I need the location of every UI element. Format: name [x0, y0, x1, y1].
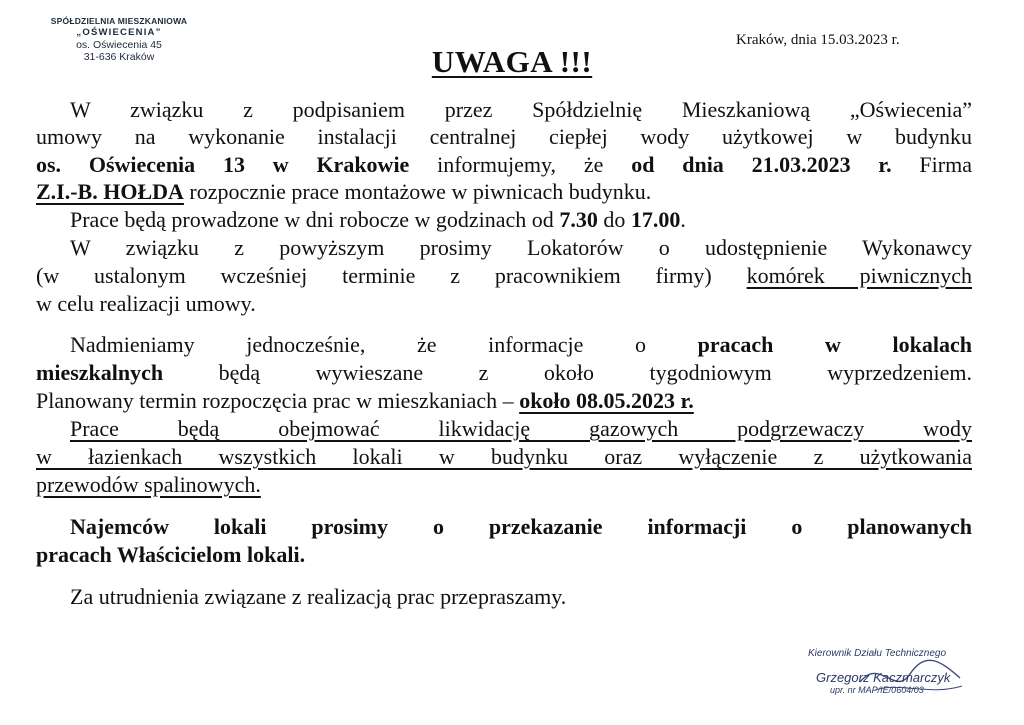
body-line-5: Prace będą prowadzone w dni robocze w godzinach od 7.30 do 17.00.: [70, 207, 686, 232]
signature-role: Kierownik Działu Technicznego: [808, 648, 947, 659]
body-line-12: Prace będą obejmować likwidację gazowych podgrzewaczy wody: [70, 416, 972, 441]
work-start-time: 7.30: [559, 207, 598, 232]
body-line-16: pracach Właścicielom lokali.: [36, 542, 306, 567]
body-line-10: mieszkalnych będą wywieszane z około tygodniowym wyprzedzeniem.: [36, 360, 972, 385]
apartment-work-date: około 08.05.2023 r.: [519, 388, 694, 413]
body-line-3: os. Oświecenia 13 w Krakowie informujemy, że od dnia 21.03.2023 r. Firma: [36, 152, 972, 177]
page-title: UWAGA !!!: [431, 44, 593, 79]
stamp-street: os. Oświecenia 45: [76, 39, 162, 51]
body-line-11: Planowany termin rozpoczęcia prac w mieszkaniach – około 08.05.2023 r.: [36, 388, 694, 413]
signature-stamp: [808, 648, 968, 696]
start-date: od dnia 21.03.2023 r.: [631, 152, 892, 177]
building-address: os. Oświecenia 13 w Krakowie: [36, 152, 410, 177]
body-line-4: Z.I.-B. HOŁDA rozpocznie prace montażowe w piwnicach budynku.: [36, 179, 652, 204]
body-line-13: w łazienkach wszystkich lokali w budynku oraz wyłączenie z użytkowania: [36, 444, 972, 469]
body-line-17: Za utrudnienia związane z realizacją prac przepraszamy.: [70, 584, 567, 609]
work-end-time: 17.00: [630, 207, 681, 232]
body-line-7: (w ustalonym wcześniej terminie z pracownikiem firmy) komórek piwnicznych: [36, 263, 973, 288]
stamp-org-type: SPÓŁDZIELNIA MIESZKANIOWA: [50, 16, 188, 26]
document-date: Kraków, dnia 15.03.2023 r.: [736, 32, 900, 48]
body-line-6: W związku z powyższym prosimy Lokatorów o udostępnienie Wykonawcy: [70, 235, 972, 260]
stamp-city: 31-636 Kraków: [83, 51, 155, 63]
signature-name: Grzegorz Kaczmarczyk: [816, 670, 951, 685]
basement-storage-note: komórek piwnicznych: [746, 263, 973, 288]
body-line-14: przewodów spalinowych.: [36, 472, 261, 497]
signature-license: upr. nr MAP/IE/0604/03: [830, 685, 924, 695]
body-line-9: Nadmieniamy jednocześnie, że informacje o pracach w lokalach: [70, 332, 972, 357]
stamp-org-name: „OŚWIECENIA”: [76, 27, 162, 38]
body-line-15: Najemców lokali prosimy o przekazanie informacji o planowanych: [70, 514, 972, 539]
body-line-8: w celu realizacji umowy.: [36, 291, 256, 316]
body-line-1: W związku z podpisaniem przez Spółdzielnię Mieszkaniową „Oświecenia”: [70, 97, 972, 122]
contractor-name: Z.I.-B. HOŁDA: [36, 179, 184, 204]
body-line-2: umowy na wykonanie instalacji centralnej ciepłej wody użytkowej w budynku: [36, 124, 972, 149]
